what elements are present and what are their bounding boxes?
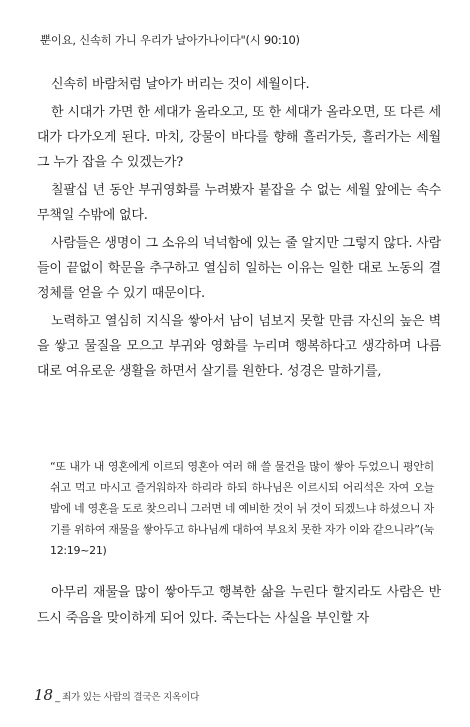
paragraph: 신속히 바람처럼 날아가 버리는 것이 세월이다. (51, 77, 310, 92)
paragraph: 아무리 재물을 많이 쌓아두고 행복한 삶을 누린다 할지라도 사람은 반드시 죽음을 맞이하게 되어 있다. 죽는다는 사실을 부인할 자 (37, 585, 441, 626)
paragraph: 칠팔십 년 동안 부귀영화를 누려봤자 붙잡을 수 없는 세월 앞에는 속수무책일 수밖에 없다. (37, 183, 441, 223)
page-number: 18 (34, 686, 54, 704)
scripture-quote: “또 내가 내 영혼에게 이르되 영혼아 여러 해 쓸 물건을 많이 쌓아 두었으니 평안히 쉬고 먹고 마시고 즐거워하자 하리라 하되 하나님은 이르시되 어리석은 자여 오늘 밤에 네 영혼을 도로 찾으리니 그러면 네 예비한 것이 뉘 것이 되겠느냐 하셨으니 자기를 위하여 재물을 쌓아두고 하나님께 대하여 부요치 못한 자가 이와 같으니라”(눅 12:19~21) (50, 460, 434, 557)
paragraph: 사람들은 생명이 그 소유의 넉넉함에 있는 줄 알지만 그렇지 않다. 사람들이 끝없이 학문을 추구하고 열심히 일하는 이유는 일한 대로 노동의 결정체를 얻을 수 있기 때문이다. (37, 236, 441, 301)
scripture-quote-block (50, 456, 434, 561)
running-title: 죄가 있는 사람의 결국은 지옥이다 (62, 692, 200, 703)
top-quote-continuation: 뿐이요, 신속히 가니 우리가 날아가나이다"(시 90:10) (40, 33, 300, 47)
footer-separator: _ (55, 692, 61, 703)
closing-text (37, 580, 441, 632)
page-footer (34, 686, 199, 706)
paragraph: 한 시대가 가면 한 세대가 올라오고, 또 한 세대가 올라오면, 또 다른 세대가 다가오게 된다. 마치, 강물이 바다를 향해 흘러가듯, 흘러가는 세월 그 누가 잡을 수 있겠는가? (37, 105, 441, 170)
paragraph: 노력하고 열심히 지식을 쌓아서 남이 넘보지 못할 만큼 자신의 높은 벽을 쌓고 물질을 모으고 부귀와 영화를 누리며 행복하다고 생각하며 나름대로 여유로운 생활을 하면서 살기를 원한다. 성경은 말하기를, (37, 314, 441, 379)
body-text (37, 72, 441, 384)
